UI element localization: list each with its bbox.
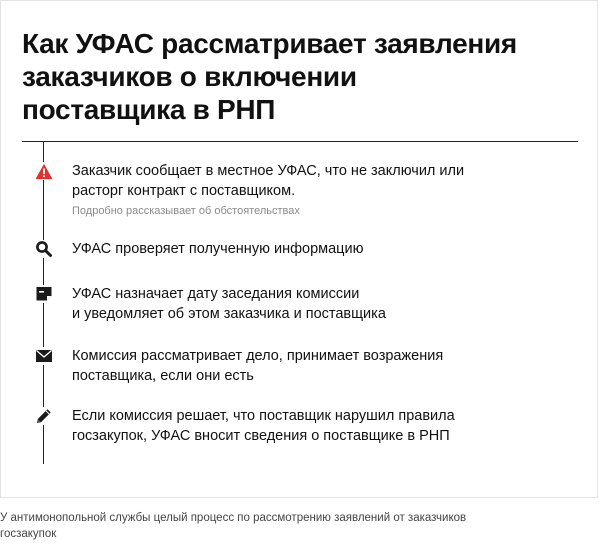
step-1-note: Подробно рассказывает об обстоятельствах bbox=[72, 205, 300, 217]
step-4-line-1: Комиссия рассматривает дело, принимает возражения bbox=[72, 348, 444, 364]
step-3-line-1: УФАС назначает дату заседания комиссии bbox=[72, 286, 360, 302]
envelope-icon bbox=[35, 347, 53, 365]
step-5-line-1: Если комиссия решает, что поставщик нарушил правила bbox=[72, 408, 455, 424]
figure-caption bbox=[0, 510, 590, 542]
step-4-line-2: поставщика, если они есть bbox=[72, 368, 254, 384]
step-5-line-2: госзакупок, УФАС вносит сведения о поставщике в РНП bbox=[72, 428, 450, 444]
step-2-text bbox=[72, 239, 572, 259]
search-icon bbox=[35, 240, 53, 258]
title-line-2: заказчиков о включении bbox=[22, 61, 357, 92]
step-1-line-1: Заказчик сообщает в местное УФАС, что не заключил или bbox=[72, 163, 465, 179]
step-3-line-2: и уведомляет об этом заказчика и поставщика bbox=[72, 306, 386, 322]
step-1-text bbox=[72, 161, 572, 219]
step-3-text bbox=[72, 284, 572, 324]
title-line-1: Как УФАС рассматривает заявления bbox=[22, 28, 517, 59]
calendar-note-icon bbox=[35, 285, 53, 303]
step-1-line-2: расторг контракт с поставщиком. bbox=[72, 183, 296, 199]
step-5-text bbox=[72, 406, 572, 446]
title-divider bbox=[22, 141, 578, 142]
pencil-icon bbox=[35, 407, 53, 425]
step-2-line-1: УФАС проверяет полученную информацию bbox=[72, 241, 364, 257]
diagram-title bbox=[22, 27, 562, 126]
caption-line-2: госзакупок bbox=[0, 528, 57, 540]
warning-icon bbox=[35, 162, 53, 180]
title-line-3: поставщика в РНП bbox=[22, 94, 276, 125]
step-4-text bbox=[72, 346, 572, 386]
caption-line-1: У антимонопольной службы целый процесс по рассмотрению заявлений от заказчиков bbox=[0, 512, 467, 524]
